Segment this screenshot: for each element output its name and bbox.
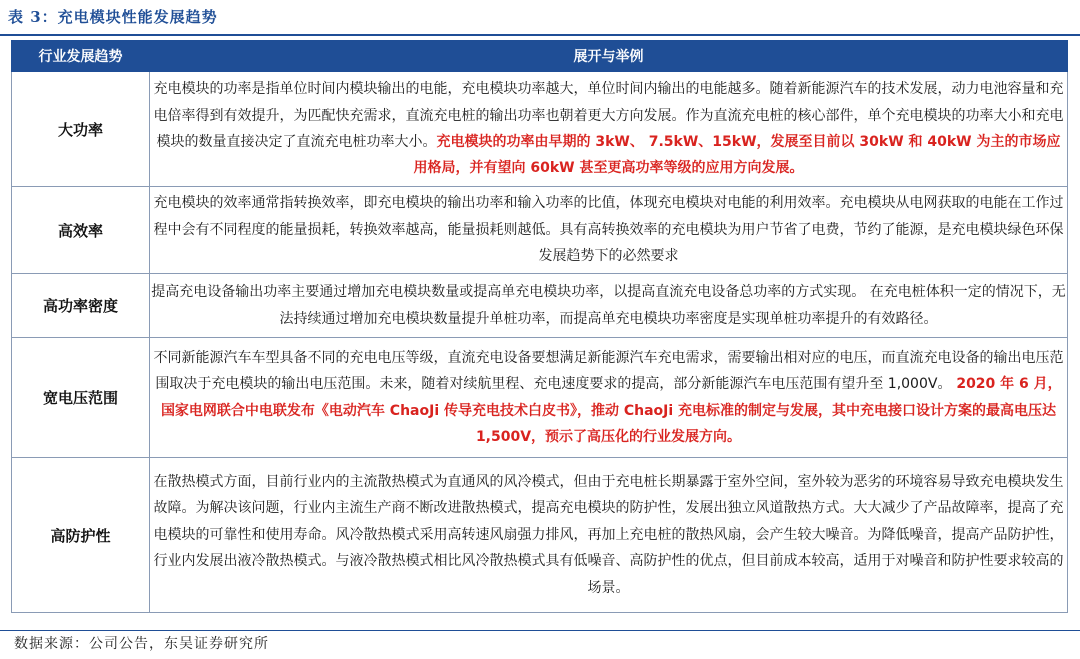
table-title: 表 3：充电模块性能发展趋势 xyxy=(8,8,218,26)
table-row xyxy=(12,274,1068,338)
data-source-note: 数据来源：公司公告，东吴证券研究所 xyxy=(14,636,269,652)
trend-label: 宽电压范围 xyxy=(12,338,150,458)
trend-description xyxy=(150,338,1068,458)
table-row xyxy=(12,187,1068,274)
table-header-row xyxy=(12,41,1068,72)
table-row xyxy=(12,458,1068,613)
table-row xyxy=(12,338,1068,458)
top-rule xyxy=(0,34,1080,36)
trend-label: 高效率 xyxy=(12,187,150,274)
description-text: 提高充电设备输出功率主要通过增加充电模块数量或提高单充电模块功率，以提高直流充电设备总功率的方式实现。 在充电桩体积一定的情况下，无法持续通过增加充电模块数量提升单桩功率，而提高单充电模块功率密度是实现单桩功率提升的有效路径。 xyxy=(151,284,1066,327)
trend-description xyxy=(150,274,1068,338)
trend-description xyxy=(150,187,1068,274)
description-highlight: 2020 年 6 月，国家电网联合中电联发布《电动汽车 ChaoJi 传导充电技术白皮书》，推动 ChaoJi 充电标准的制定与发展，其中充电接口设计方案的最高电压达 1,500V，预示了高压化的行业发展方向。 xyxy=(160,376,1062,445)
description-text: 充电模块的功率是指单位时间内模块输出的电能，充电模块功率越大，单位时间内输出的电能越多。随着新能源汽车的技术发展，动力电池容量和充电倍率得到有效提升，为匹配快充需求，直流充电桩的输出功率也朝着更大方向发展。作为直流充电桩的核心部件，单个充电模块的功率大小和充电模块的数量直接决定了直流充电桩功率大小。 xyxy=(153,81,1064,150)
description-text: 充电模块的效率通常指转换效率，即充电模块的输出功率和输入功率的比值，体现充电模块对电能的利用效率。充电模块从电网获取的电能在工作过程中会有不同程度的能量损耗，转换效率越高，能量损耗则越低。具有高转换效率的充电模块为用户节省了电费，节约了能源，是充电模块绿色环保发展趋势下的必然要求 xyxy=(153,195,1064,265)
trend-label: 高防护性 xyxy=(12,458,150,613)
header-trend: 行业发展趋势 xyxy=(12,41,150,72)
trend-description xyxy=(150,72,1068,187)
description-highlight: 充电模块的功率由早期的 3kW、 7.5kW、15kW，发展至目前以 30kW 和 40kW 为主的市场应用格局，并有望向 60kW 甚至更高功率等级的应用方向发展。 xyxy=(413,134,1061,177)
header-detail: 展开与举例 xyxy=(150,41,1068,72)
trend-label: 大功率 xyxy=(12,72,150,187)
trend-description xyxy=(150,458,1068,613)
trend-table xyxy=(11,40,1068,613)
trend-label: 高功率密度 xyxy=(12,274,150,338)
bottom-rule xyxy=(0,630,1080,631)
description-text: 不同新能源汽车车型具备不同的充电电压等级，直流充电设备要想满足新能源汽车充电需求，需要输出相对应的电压，而直流充电设备的输出电压范围取决于充电模块的输出电压范围。未来，随着对续航里程、充电速度要求的提高，部分新能源汽车电压范围有望升至 1,000V。 xyxy=(153,349,1064,393)
description-text: 在散热模式方面，目前行业内的主流散热模式为直通风的风冷模式，但由于充电桩长期暴露于室外空间，室外较为恶劣的环境容易导致充电模块发生故障。为解决该问题，行业内主流生产商不断改进散热模式，提高充电模块的防护性，发展出独立风道散热方式。大大减少了产品故障率，提高了充电模块的可靠性和使用寿命。风冷散热模式采用高转速风扇强力排风，再加上充电桩的散热风扇，会产生较大噪音。为降低噪音，提高产品防护性，行业内发展出液冷散热模式。与液冷散热模式相比风冷散热模式具有低噪音、高防护性的优点，但目前成本较高，适用于对噪音和防护性要求较高的场景。 xyxy=(153,473,1064,596)
table-row xyxy=(12,72,1068,187)
